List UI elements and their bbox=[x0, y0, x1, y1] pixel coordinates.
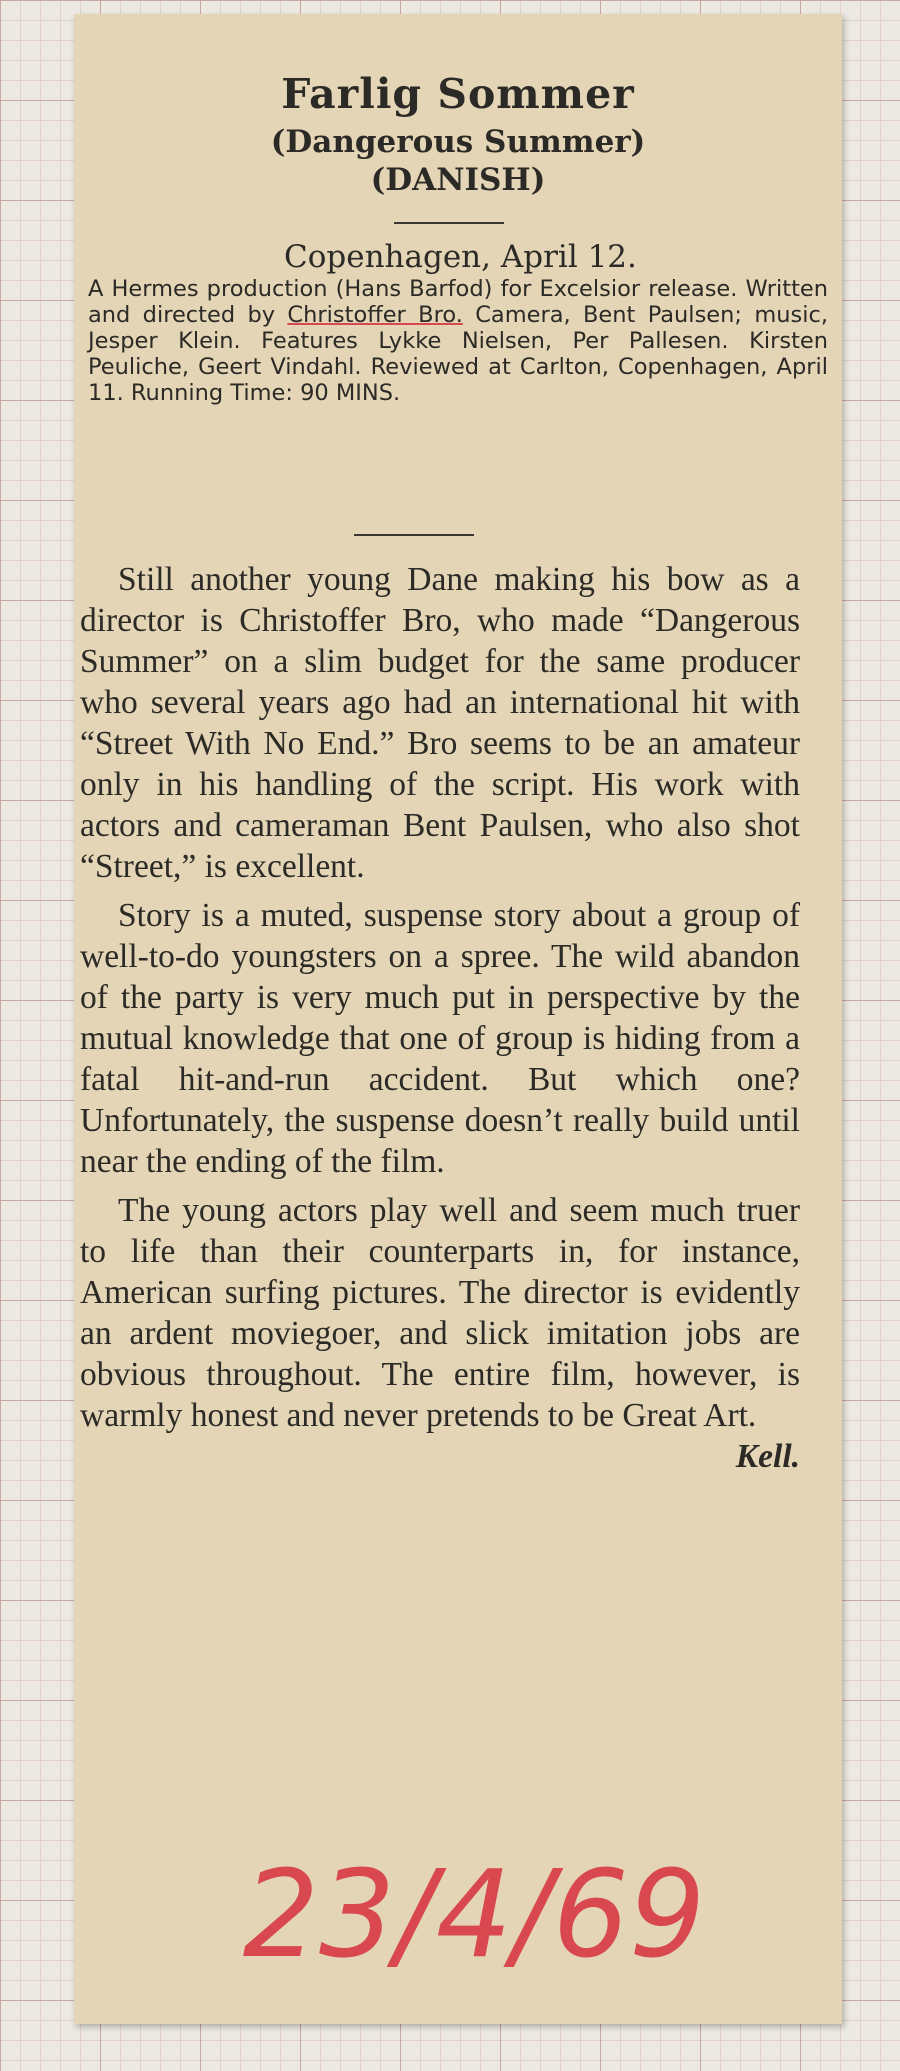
reviewer-signature: Kell. bbox=[735, 1438, 800, 1475]
paragraph-1: Still another young Dane making his bow as a director is Christoffer Bro, who made “Dangerous Summer” on a slim budget for the same producer who several years ago had an international hit with “Street With No End.” Bro seems to be an amateur only in his handling of the script. His work with actors and cameraman Bent Paulsen, who also shot “Street,” is excellent. bbox=[80, 561, 800, 885]
handwritten-date-text: 23/4/69 bbox=[242, 1846, 706, 1984]
director-name: Christoffer Bro. bbox=[287, 302, 463, 328]
paragraph-2: Story is a muted, suspense story about a group of well-to-do youngsters on a spree. The wild abandon of the party is very much put in perspective by the mutual knowledge that one of group is hiding from a fatal hit-and-run accident. But which one? Unfortunately, the suspense doesn’t really build until near the ending of the film. bbox=[80, 897, 800, 1180]
credits-text-end: Camera, Bent Paulsen; music, Jesper Klein. Features Lykke Nielsen, Per Pallesen. Kirsten Peuliche, Geert Vindahl. Reviewed at Carlton, Copenhagen, April 11. Running Time: 90 MINS. bbox=[88, 302, 828, 406]
handwritten-date bbox=[224, 1844, 724, 1984]
credits-block bbox=[88, 276, 828, 406]
divider-top bbox=[394, 222, 504, 224]
review-body bbox=[80, 559, 800, 1477]
credits-text-start: A Hermes production (Hans Barfod) for Excelsior release. Written and directed by bbox=[88, 276, 828, 328]
review-language: (DANISH) bbox=[370, 162, 546, 198]
dateline: Copenhagen, April 12. bbox=[284, 239, 637, 275]
review-title: Farlig Sommer bbox=[281, 70, 635, 118]
review-subtitle: (Dangerous Summer) bbox=[270, 124, 646, 160]
paragraph-3 bbox=[80, 1190, 800, 1475]
newspaper-clipping bbox=[74, 14, 842, 2024]
divider-middle bbox=[354, 534, 474, 536]
paragraph-3-text: The young actors play well and seem much truer to life than their counterparts in, for instance, American surfing pictures. The director is evidently an ardent moviegoer, and slick imitation jobs are obvious throughout. The entire film, however, is warmly honest and never pretends to be Great Art. bbox=[80, 1192, 800, 1434]
